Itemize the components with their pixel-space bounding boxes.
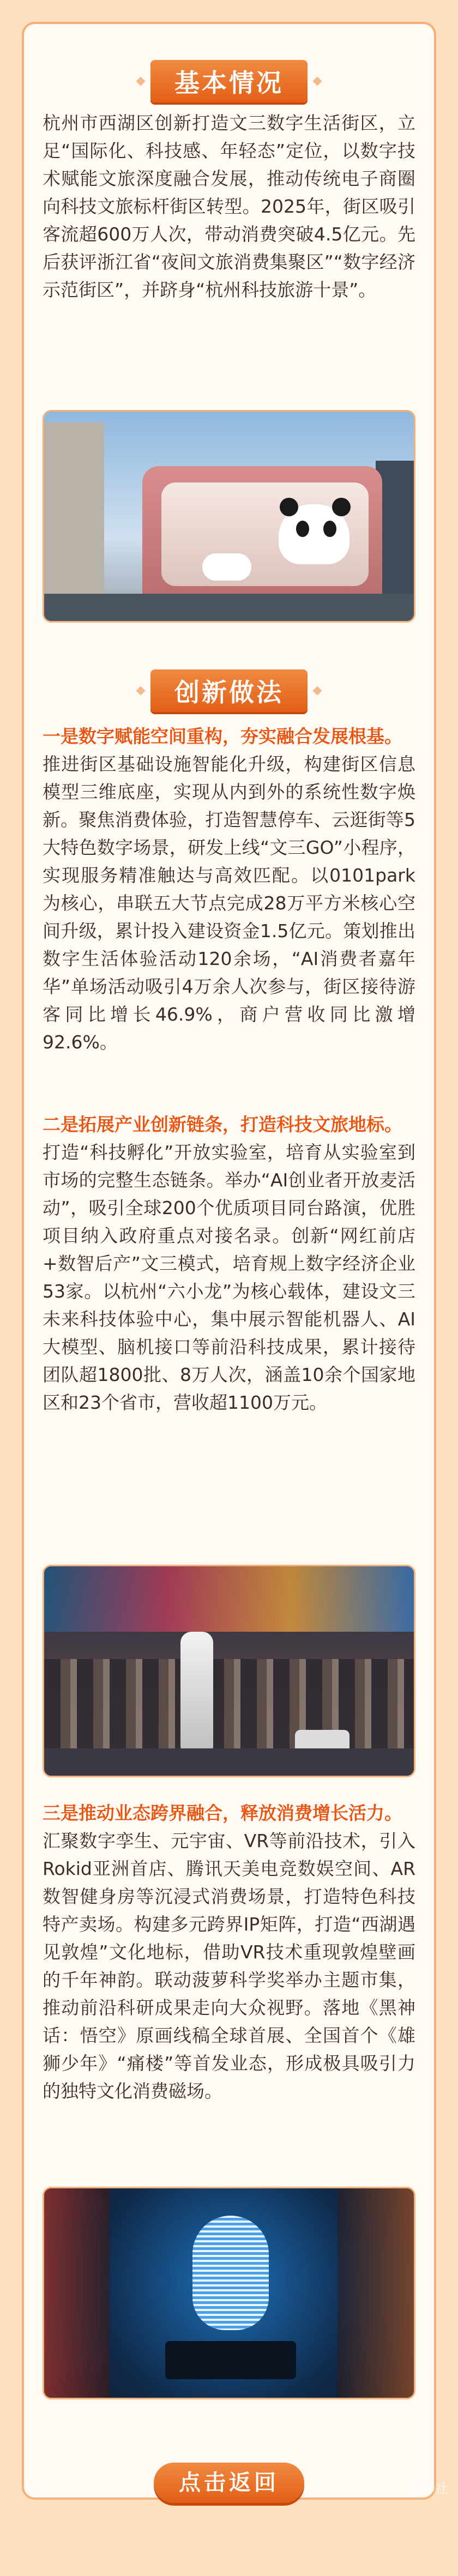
- innovation-1-heading: 一是数字赋能空间重构，夯实融合发展根基。: [43, 726, 402, 747]
- basic-paragraph: [43, 109, 415, 304]
- innovation-block-1: [43, 722, 415, 1056]
- innovation-2-heading: 二是拓展产业创新链条，打造科技文旅地标。: [43, 1114, 402, 1135]
- innovation-2-text: 打造“科技孵化”开放实验室，培育从实验室到市场的完整生态链条。举办“AI创业者开放麦活动”，吸引全球200个优质项目同台路演，优胜项目纳入政府重点对接名录。创新“网红前店+数智后产”文三模式，培育规上数字经济企业53家。以杭州“六小龙”为核心载体，建设文三未来科技体验中心，集中展示智能机器人、AI大模型、脑机接口等前沿科技成果，累计接待团队超1800批、8万人次，涵盖10余个国家地区和23个省市，营收超1100万元。: [43, 1142, 415, 1413]
- photo-robot-exhibition: [43, 1565, 415, 1777]
- innovation-block-2: [43, 1111, 415, 1416]
- section-title-pill: 基本情况: [150, 60, 308, 102]
- innovation-3-heading: 三是推动业态跨界融合，释放消费增长活力。: [43, 1802, 402, 1824]
- innovation-block-3: [43, 1799, 415, 2105]
- innovation-3-text: 汇聚数字孪生、元宇宙、VR等前沿技术，引入Rokid亚洲首店、腾讯天美电竞数娱空间、AR数智健身房等沉浸式消费场景，打造特色科技特产卖场。构建多元跨界IP矩阵，打造“西湖遇见敦煌”文化地标，借助VR技术重现敦煌壁画的千年神韵。联动菠萝科学奖举办主题市集，推动前沿科研成果走向大众视野。落地《黑神话：悟空》原画线稿全球首展、全国首个《雄狮少年》“痛楼”等首发业态，形成极具吸引力的独特文化消费磁场。: [43, 1830, 415, 2102]
- photo-panda-building: [43, 410, 415, 623]
- basic-text: 杭州市西湖区创新打造文三数字生活街区，立足“国际化、科技感、年轻态”定位，以数字技术赋能文旅深度融合发展，推动传统电子商圈向科技文旅标杆街区转型。2025年，街区吸引客流超600万人次，带动消费突破4.5亿元。先后获评浙江省“夜间文旅消费集聚区”“数字经济示范街区”，并跻身“杭州科技旅游十景”。: [43, 112, 415, 300]
- section-title-innovation: [0, 669, 458, 712]
- section-title-pill: 创新做法: [150, 669, 308, 712]
- back-button[interactable]: 点击返回: [154, 2463, 304, 2503]
- photo-digital-face-installation: [43, 2187, 415, 2399]
- section-title-basic: [0, 60, 458, 102]
- innovation-1-text: 推进街区基础设施智能化升级，构建街区信息模型三维底座，实现从内到外的系统性数字焕新。聚焦消费体验，打造智慧停车、云逛街等5大特色数字场景，研发上线“文三GO”小程序，实现服务精准触达与高效匹配。以0101park为核心，串联五大节点完成28万平方米核心空间升级，累计投入建设资金1.5亿元。策划推出数字生活体验活动120余场，“AI消费者嘉年华”单场活动吸引4万余人次参与，街区接待游客同比增长46.9%，商户营收同比激增92.6%。: [43, 753, 415, 1053]
- watermark-logo: 新华社: [409, 2481, 448, 2496]
